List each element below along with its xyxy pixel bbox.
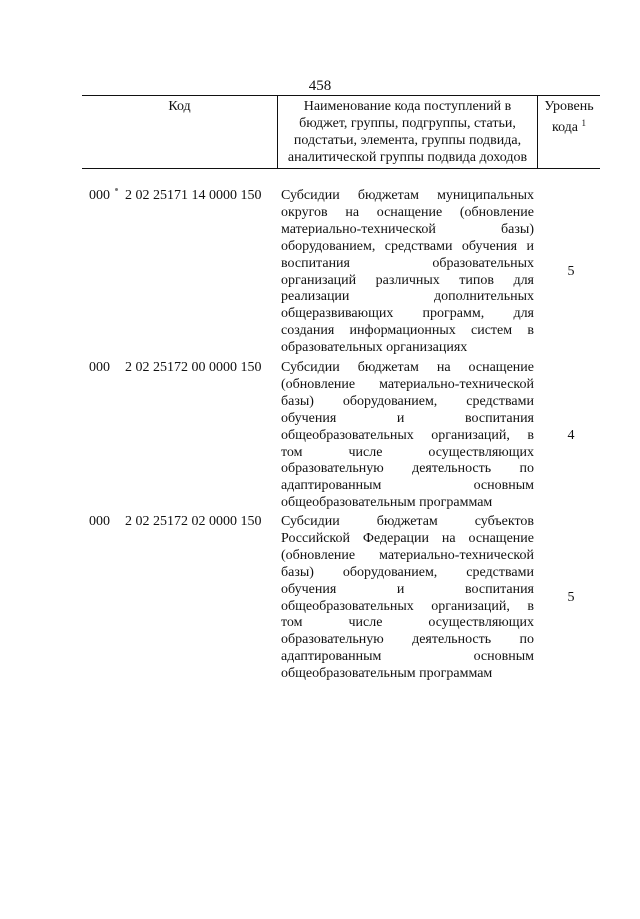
row-admin-code: 000 xyxy=(89,188,110,203)
row-name xyxy=(281,360,534,512)
row-name-line: (обновление материально-технической xyxy=(281,547,534,563)
row-name-line: общеобразовательных организаций, в xyxy=(281,598,534,614)
row-name-line: создания информационных систем в xyxy=(281,323,534,339)
row-level: 4 xyxy=(567,428,575,443)
row-admin-code: 000 xyxy=(89,514,110,529)
row-name-line: Российской Федерации на оснащение xyxy=(281,530,534,546)
row-name-line: обучения и воспитания xyxy=(281,581,534,597)
header-name xyxy=(277,96,538,168)
row-name-line: воспитания образовательных xyxy=(281,255,534,271)
scan-artifact xyxy=(115,188,118,191)
row-admin-code: 000 xyxy=(89,360,110,375)
header-code: Код xyxy=(168,99,191,114)
row-name-line: базы) оборудованием, средствами xyxy=(281,393,534,409)
table-header xyxy=(82,95,600,169)
header-level xyxy=(538,96,600,168)
footnote-marker: 1 xyxy=(581,118,587,128)
row-name-line: базы) оборудованием, средствами xyxy=(281,564,534,580)
page-number: 458 xyxy=(308,78,332,94)
row-name-line: организаций различных типов для xyxy=(281,272,534,288)
row-name-line: общеразвивающих программ, для xyxy=(281,306,534,322)
row-income-code: 2 02 25172 00 0000 150 xyxy=(125,360,262,375)
row-level: 5 xyxy=(567,264,575,279)
row-name-line: Субсидии бюджетам субъектов xyxy=(281,514,534,529)
row-income-code: 2 02 25172 02 0000 150 xyxy=(125,514,262,529)
header-name-line: аналитической группы подвида доходов xyxy=(287,150,528,165)
row-name-line: том числе осуществляющих xyxy=(281,615,534,631)
row-name-line: материально-технической базы) xyxy=(281,221,534,237)
header-name-line: Наименование кода поступлений в xyxy=(303,99,512,114)
row-level: 5 xyxy=(567,590,575,605)
row-name-line: Субсидии бюджетам на оснащение xyxy=(281,360,534,375)
row-name-line: адаптированным основным xyxy=(281,649,534,665)
row-name-line: образовательную деятельность по xyxy=(281,461,534,477)
header-level-line2 xyxy=(538,115,600,136)
row-name-line: общеобразовательным программам xyxy=(281,495,493,511)
row-name-line: общеобразовательным программам xyxy=(281,666,493,682)
row-name-line: оборудованием, средствами обучения и xyxy=(281,238,534,254)
header-level-line1: Уровень xyxy=(544,99,594,114)
row-income-code: 2 02 25171 14 0000 150 xyxy=(125,188,262,203)
header-name-line: подстатьи, элемента, группы подвида, xyxy=(293,133,522,148)
row-name xyxy=(281,514,534,683)
row-name-line: округов на оснащение (обновление xyxy=(281,204,534,220)
row-name-line: (обновление материально-технической xyxy=(281,376,534,392)
row-name-line: образовательную деятельность по xyxy=(281,632,534,648)
header-level-word: кода xyxy=(551,120,579,135)
row-name-line: обучения и воспитания xyxy=(281,410,534,426)
row-name-line: общеобразовательных организаций, в xyxy=(281,427,534,443)
header-name-line: бюджет, группы, подгруппы, статьи, xyxy=(299,116,516,131)
row-name-line: адаптированным основным xyxy=(281,478,534,494)
row-name-line: том числе осуществляющих xyxy=(281,444,534,460)
row-name-line: Субсидии бюджетам муниципальных xyxy=(281,188,534,203)
row-name xyxy=(281,188,534,357)
row-name-line: образовательных организациях xyxy=(281,340,468,356)
row-name-line: реализации дополнительных xyxy=(281,289,534,305)
